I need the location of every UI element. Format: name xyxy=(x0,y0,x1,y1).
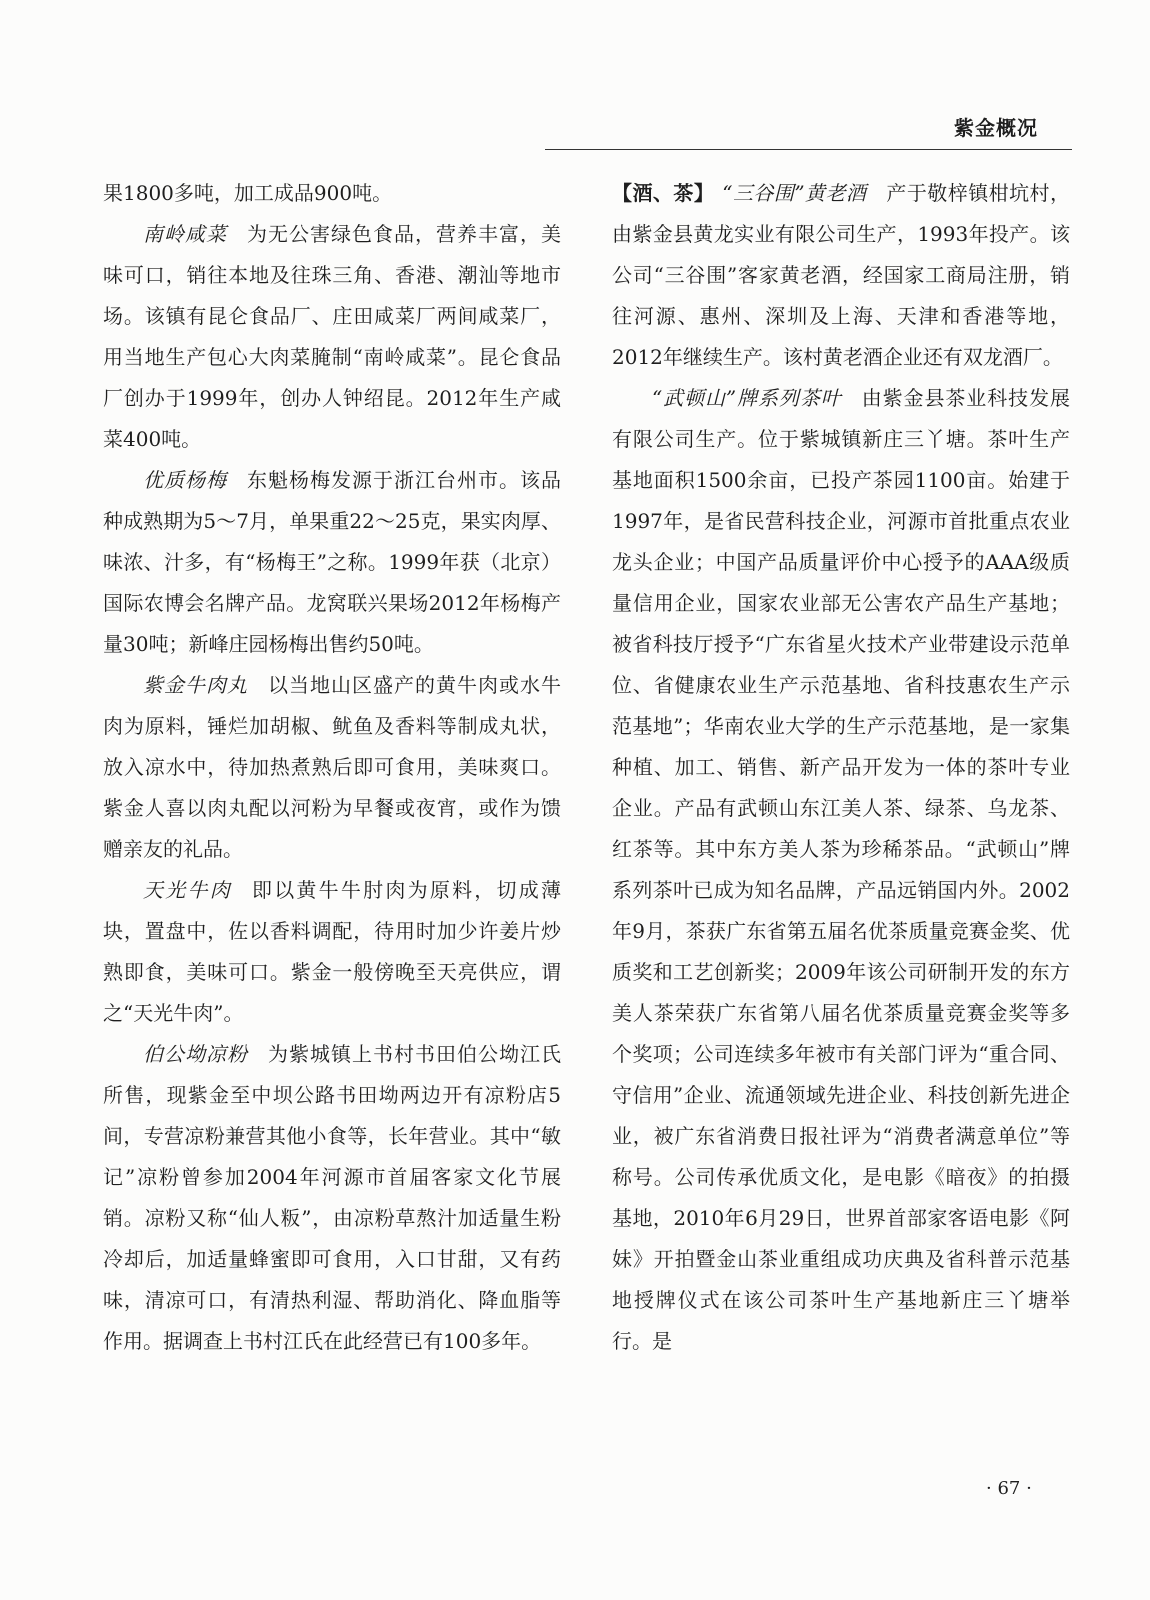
entry-title: “武顿山”牌系列茶叶 xyxy=(652,386,842,410)
entry-title: 天光牛肉 xyxy=(143,878,232,902)
entry-text: 以当地山区盛产的黄牛肉或水牛肉为原料，锤烂加胡椒、鱿鱼及香料等制成丸状，放入凉水中，待加热煮熟后即可食用，美味爽口。紫金人喜以肉丸配以河粉为早餐或夜宵，或作为馈赠亲友的礼品。 xyxy=(103,673,561,861)
paragraph-bogongao-jelly xyxy=(103,1034,561,1362)
entry-title: “三谷围”黄老酒 xyxy=(722,181,867,205)
page-number: · 67 · xyxy=(986,1478,1032,1499)
entry-text: 为无公害绿色食品，营养丰富，美味可口，销往本地及往珠三角、香港、潮汕等地市场。该镇有昆仑食品厂、庄田咸菜厂两间咸菜厂，用当地生产包心大肉菜腌制“南岭咸菜”。昆仑食品厂创办于1999年，创办人钟绍昆。2012年生产咸菜400吨。 xyxy=(103,222,561,451)
entry-title: 紫金牛肉丸 xyxy=(143,673,248,697)
paragraph-continuation: 果1800多吨，加工成品900吨。 xyxy=(103,181,393,205)
paragraph-beef-balls xyxy=(103,665,561,870)
entry-text: 为紫城镇上书村书田伯公坳江氏所售，现紫金至中坝公路书田坳两边开有凉粉店5间，专营凉粉兼营其他小食等，长年营业。其中“敏记”凉粉曾参加2004年河源市首届客家文化节展销。凉粉又称“仙人粄”，由凉粉草熬汁加适量生粉冷却后，加适量蜂蜜即可食用，入口甘甜，又有药味，清凉可口，有清热利湿、帮助消化、降血脂等作用。据调查上书村江氏在此经营已有100多年。 xyxy=(103,1042,561,1353)
entry-text: 即以黄牛牛肘肉为原料，切成薄块，置盘中，佐以香料调配，待用时加少许姜片炒熟即食，美味可口。紫金一般傍晚至天亮供应，谓之“天光牛肉”。 xyxy=(103,878,562,1025)
left-column xyxy=(103,173,561,1362)
paragraph-sangu-wine xyxy=(612,173,1070,378)
entry-text: 产于敬梓镇柑坑村，由紫金县黄龙实业有限公司生产，1993年投产。该公司“三谷围”客家黄老酒，经国家工商局注册，销往河源、惠州、深圳及上海、天津和香港等地，2012年继续生产。该村黄老酒企业还有双龙酒厂。 xyxy=(612,181,1071,369)
entry-text: 东魁杨梅发源于浙江台州市。该品种成熟期为5～7月，单果重22～25克，果实肉厚、味浓、汁多，有“杨梅王”之称。1999年获（北京）国际农博会名牌产品。龙窝联兴果场2012年杨梅产量30吨；新峰庄园杨梅出售约50吨。 xyxy=(103,468,561,656)
paragraph-bayberry xyxy=(103,460,561,665)
header-rule xyxy=(545,149,1072,150)
section-label: 【酒、茶】 xyxy=(612,181,715,205)
paragraph-tianguang-beef xyxy=(103,870,561,1034)
running-header-title: 紫金概况 xyxy=(954,116,1038,140)
right-column xyxy=(612,173,1070,1362)
entry-title: 南岭咸菜 xyxy=(143,222,227,246)
entry-title: 优质杨梅 xyxy=(143,468,227,492)
entry-text: 由紫金县茶业科技发展有限公司生产。位于紫城镇新庄三丫塘。茶叶生产基地面积1500余亩，已投产茶园1100亩。始建于1997年，是省民营科技企业，河源市首批重点农业龙头企业；中国产品质量评价中心授予的AAA级质量信用企业，国家农业部无公害农产品生产基地；被省科技厅授予“广东省星火技术产业带建设示范单位、省健康农业生产示范基地、省科技惠农生产示范基地”；华南农业大学的生产示范基地，是一家集种植、加工、销售、新产品开发为一体的茶叶专业企业。产品有武顿山东江美人茶、绿茶、乌龙茶、红茶等。其中东方美人茶为珍稀茶品。“武顿山”牌系列茶叶已成为知名品牌，产品远销国内外。2002年9月，茶获广东省第五届名优茶质量竞赛金奖、优质奖和工艺创新奖；2009年该公司研制开发的东方美人茶荣获广东省第八届名优茶质量竞赛金奖等多个奖项；公司连续多年被市有关部门评为“重合同、守信用”企业、流通领域先进企业、科技创新先进企业，被广东省消费日报社评为“消费者满意单位”等称号。公司传承优质文化，是电影《暗夜》的拍摄基地，2010年6月29日，世界首部家客语电影《阿妹》开拍暨金山茶业重组成功庆典及省科普示范基地授牌仪式在该公司茶叶生产基地新庄三丫塘举行。是 xyxy=(612,386,1070,1353)
paragraph-wudunshan-tea xyxy=(612,378,1070,1362)
paragraph-nanling-pickles xyxy=(103,214,561,460)
entry-title: 伯公坳凉粉 xyxy=(143,1042,248,1066)
